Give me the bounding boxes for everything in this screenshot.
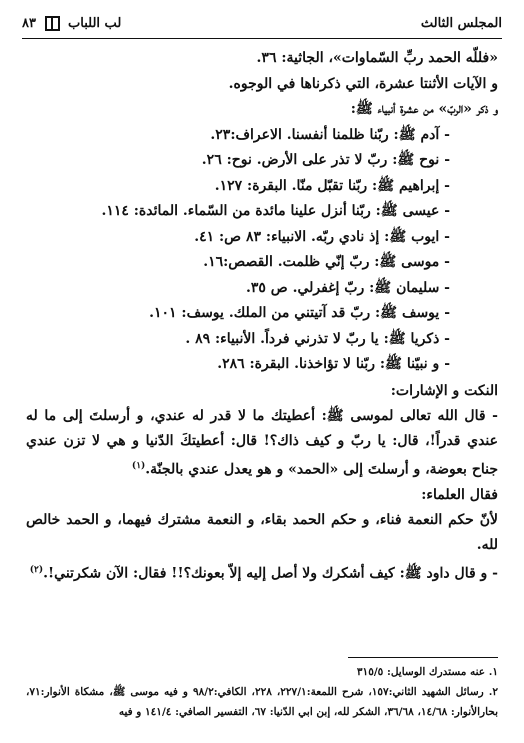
paragraph-scholars: لأنّ حكم النعمة فناء، و حكم الحمد بقاء، و النعمة مشترك فيهما، و الحمد خالص لله.	[26, 512, 498, 554]
prophet-line-adam: - آدم ﷺ: ربّنا ظلمنا أنفسنا. الاعراف:٢٣.	[210, 126, 450, 143]
footnote-2: ٢. رسائل الشهيد الثاني:١٥٧، شرح اللمعة:٢٢٧/١، ٢٢٨، الكافي:٩٨/٢ و فيه موسى ﷺ، مشكاة الأنوار:٧١، بحارالأنوار: ١٤/٦٨، ٣٦/٦٨، الشكر لله، إبن ابي الدّنيا: ٦٧، التفسير الصافي: ١٤١/٤ و فيه	[26, 686, 499, 718]
header-divider	[22, 38, 502, 39]
prophet-line-nabi: - و نبيّنا ﷺ: ربّنا لا تؤاخذنا. البقرة: ٢٨٦.	[217, 356, 450, 372]
footnote-ref-1: (١)	[131, 461, 146, 471]
chapter-title: المجلس الثالث	[420, 16, 502, 31]
prophet-line-isa: - عيسى ﷺ: ربّنا أنزل علينا مائدة من السّماء. المائدة: ١١٤.	[101, 203, 450, 219]
prophet-line-sulayman: - سليمان ﷺ: ربّ إغفرلي. ص ٣٥.	[246, 279, 450, 296]
footnote-1: ١. عنه مستدرك الوسايل: ٣١٥/٥	[356, 666, 498, 678]
book-icon	[45, 16, 60, 31]
paragraph-dawud-text: - و قال داود ﷺ: كيف أشكرك ولا أصل إليه إلاّ بعونك؟!! فقال: الآن شكرتني!.	[43, 565, 498, 582]
prophet-line-musa: - موسى ﷺ: ربّ إنّي ظلمت. القصص:١٦.	[203, 254, 450, 270]
prophet-line-zakariya: - ذكريا ﷺ: يا ربّ لا تذرني فرداً. الأنبياء: ٨٩ .	[185, 330, 450, 347]
page-body	[26, 46, 498, 587]
prophet-line-ibrahim: - إبراهيم ﷺ: ربّنا تقبّل منّا. البقرة: ١٢٧.	[214, 177, 450, 194]
body-line-1: «فللّه الحمد ربِّ السّماوات»، الجاثية: ٣٦.	[256, 50, 498, 66]
prophet-line-ayyub: - ايوب ﷺ: إذ نادي ربّه. الانبياء: ٨٣ ص: ٤١.	[194, 228, 450, 245]
page-number: ٨٣	[22, 16, 36, 31]
body-line-3: و ذكر «الربّ» من عشرة أنبياء ﷺ:	[350, 101, 498, 117]
body-line-2: و الآيات الأثنتا عشرة، التي ذكرناها في الوجوه.	[228, 75, 498, 92]
prophet-line-nuh: - نوح ﷺ: ربّ لا تذر على الأرض. نوح: ٢٦.	[201, 152, 450, 168]
book-title-group	[22, 16, 121, 31]
paragraph-musa	[26, 404, 498, 483]
footnote-ref-2: (٢)	[29, 565, 44, 576]
book-title: لب اللباب	[68, 16, 122, 31]
page-header	[22, 14, 502, 36]
paragraph-dawud	[26, 558, 498, 587]
footnotes	[26, 662, 498, 722]
paragraph-musa-text: - قال الله تعالى لموسى ﷺ: أعطيتك ما لا قدر له عندي، و أرسلتَ إلى ما له عندي قدراً!، قال: يا ربّ و كيف ذاك؟! قال: أعطيتكَ الدّنيا و هي لا تزن عندي جناح بعوضة، و أرسلتَ إلى «الحمد» و هو يعدل عندي بالجنّة.	[26, 408, 498, 478]
footnote-divider	[348, 657, 498, 658]
section-heading: النكت و الإشارات:	[390, 382, 498, 399]
prophet-line-yusuf: - يوسف ﷺ: ربّ قد آتيتني من الملك. يوسف: ١٠١.	[149, 305, 450, 321]
scholars-heading: فقال العلماء:	[421, 486, 498, 503]
